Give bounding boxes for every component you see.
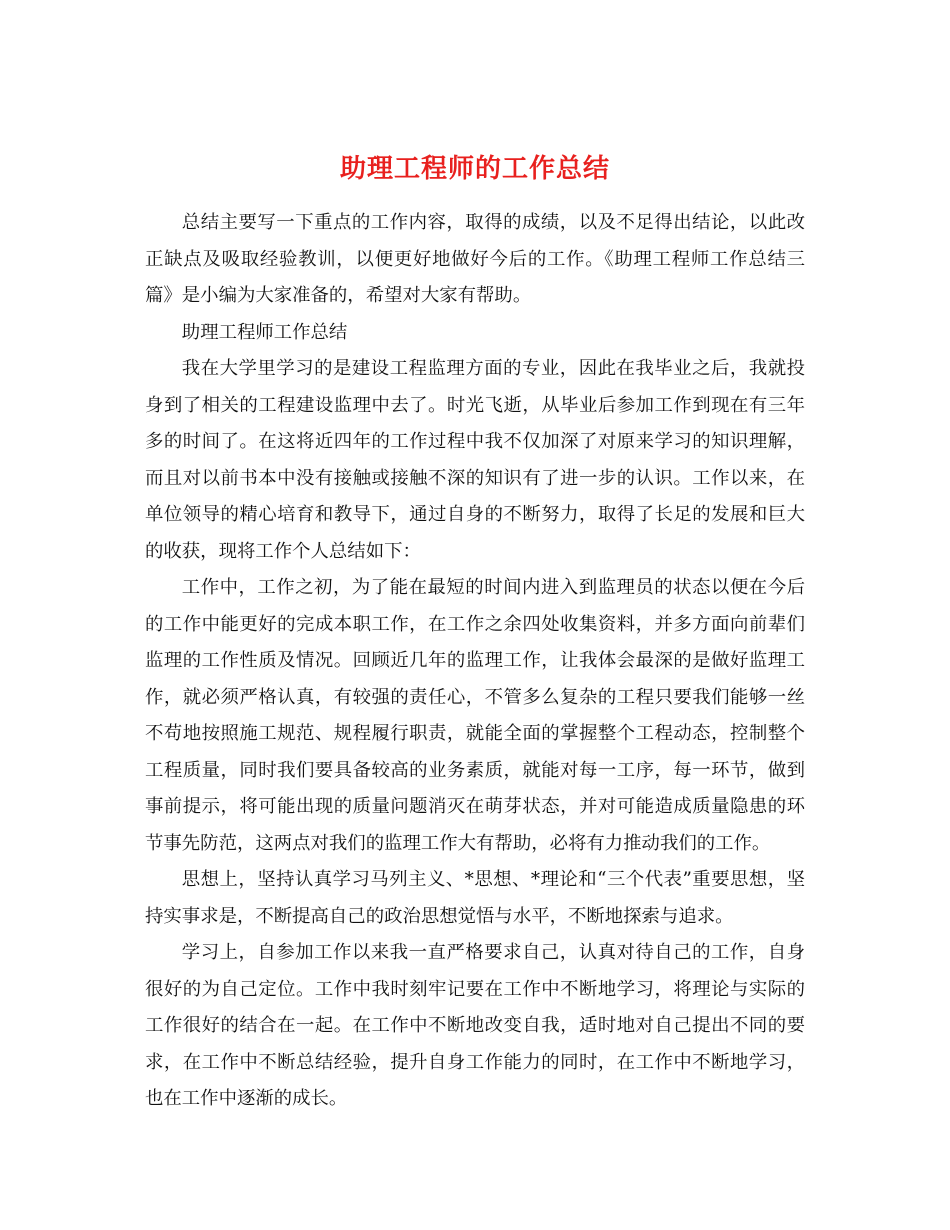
- intro-paragraph: 总结主要写一下重点的工作内容，取得的成绩，以及不足得出结论，以此改正缺点及吸取经验教训，以便更好地做好今后的工作。《助理工程师工作总结三篇》是小编为大家准备的，希望对大家有帮助。: [145, 212, 805, 306]
- body-paragraph: 学习上，自参加工作以来我一直严格要求自己，认真对待自己的工作，自身很好的为自己定位。工作中我时刻牢记要在工作中不断地学习，将理论与实际的工作很好的结合在一起。在工作中不断地改变自我，适时地对自己提出不同的要求，在工作中不断总结经验，提升自身工作能力的同时，在工作中不断地学习，也在工作中逐渐的成长。: [145, 942, 805, 1109]
- section-heading: 助理工程师工作总结: [181, 321, 348, 343]
- document-body: [145, 205, 805, 1118]
- body-paragraph: 思想上，坚持认真学习马列主义、*思想、*理论和“三个代表”重要思想，坚持实事求是，不断提高自己的政治思想觉悟与水平，不断地探索与追求。: [145, 869, 805, 927]
- document-title: 助理工程师的工作总结: [339, 154, 610, 185]
- body-paragraph: 工作中，工作之初，为了能在最短的时间内进入到监理员的状态以便在今后的工作中能更好的完成本职工作，在工作之余四处收集资料，并多方面向前辈们监理的工作性质及情况。回顾近几年的监理工作，让我体会最深的是做好监理工作，就必须严格认真，有较强的责任心，不管多么复杂的工程只要我们能够一丝不苟地按照施工规范、规程履行职责，就能全面的掌握整个工程动态，控制整个工程质量，同时我们要具备较高的业务素质，就能对每一工序，每一环节，做到事前提示，将可能出现的质量问题消灭在萌芽状态，并对可能造成质量隐患的环节事先防范，这两点对我们的监理工作大有帮助，必将有力推动我们的工作。: [145, 577, 805, 854]
- body-paragraph: 我在大学里学习的是建设工程监理方面的专业，因此在我毕业之后，我就投身到了相关的工程建设监理中去了。时光飞逝，从毕业后参加工作到现在有三年多的时间了。在这将近四年的工作过程中我不仅加深了对原来学习的知识理解，而且对以前书本中没有接触或接触不深的知识有了进一步的认识。工作以来，在单位领导的精心培育和教导下，通过自身的不断努力，取得了长足的发展和巨大的收获，现将工作个人总结如下：: [145, 358, 805, 562]
